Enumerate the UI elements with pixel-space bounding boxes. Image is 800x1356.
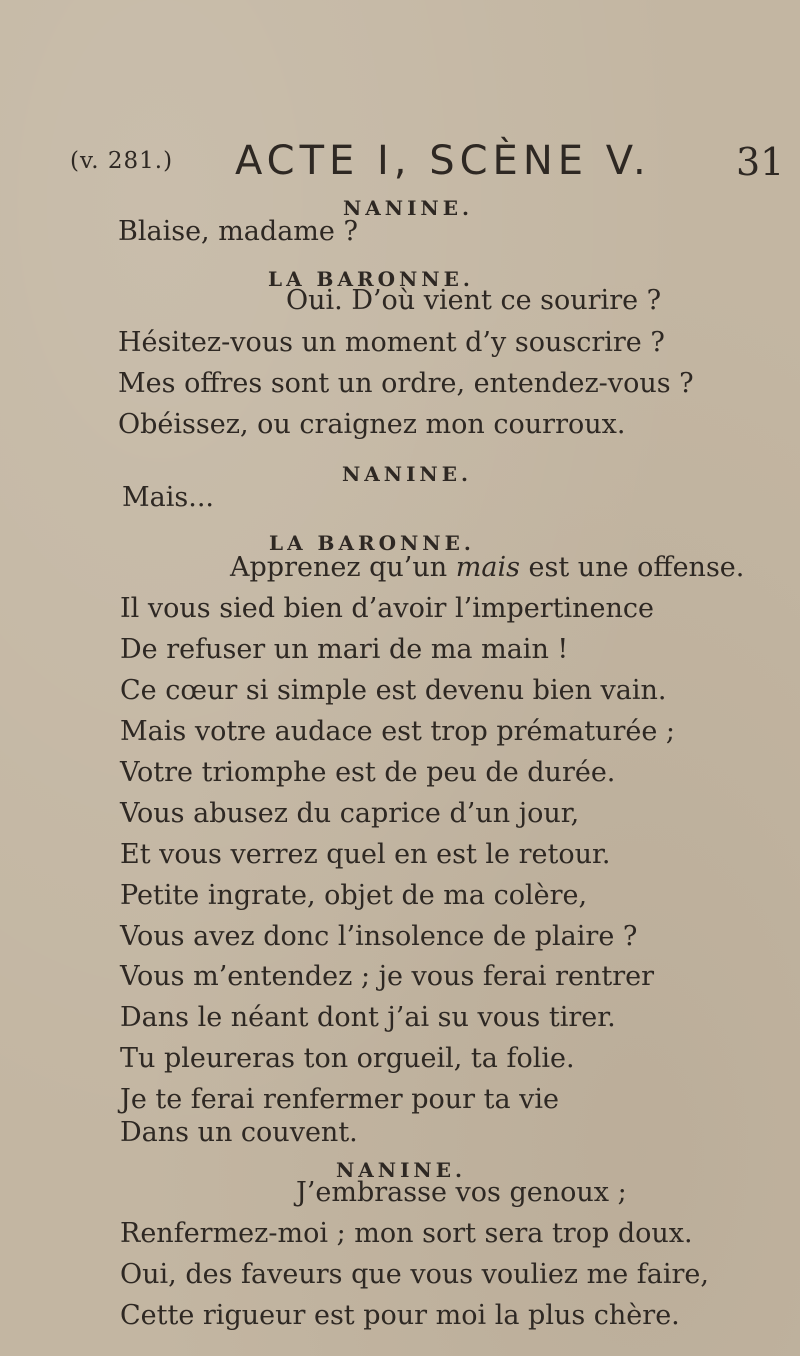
verse-line — [230, 552, 744, 584]
emphasis-mais: mais — [455, 551, 520, 583]
verse-text: Apprenez qu’un — [230, 551, 456, 583]
verse-line: Votre triomphe est de peu de durée. — [120, 756, 616, 788]
act-scene-title: ACTE I, SCÈNE V. — [235, 138, 651, 184]
verse-line: Et vous verrez quel en est le retour. — [120, 838, 611, 870]
verse-line: Oui. D’où vient ce sourire ? — [286, 285, 662, 317]
verse-line: Vous m’entendez ; je vous ferai rentrer — [120, 961, 655, 993]
verse-text: est une offense. — [519, 551, 745, 583]
verse-line: Blaise, madame ? — [118, 216, 358, 248]
verse-line: De refuser un mari de ma main ! — [120, 633, 569, 665]
speaker-la-baronne: LA BARONNE. — [268, 267, 474, 292]
verse-line: Oui, des faveurs que vous vouliez me faire, — [120, 1259, 709, 1291]
verse-line: Vous abusez du caprice d’un jour, — [120, 797, 580, 829]
verse-reference: (v. 281.) — [70, 148, 174, 174]
verse-line: Vous avez donc l’insolence de plaire ? — [120, 920, 638, 952]
verse-line: Il vous sied bien d’avoir l’impertinence — [120, 593, 654, 625]
speaker-nanine: NANINE. — [343, 196, 473, 220]
speaker-la-baronne: LA BARONNE. — [269, 531, 475, 556]
verse-line: Ce cœur si simple est devenu bien vain. — [120, 675, 667, 707]
verse-line: Tu pleureras ton orgueil, ta folie. — [120, 1043, 575, 1075]
verse-line: Petite ingrate, objet de ma colère, — [120, 879, 588, 911]
verse-line: Renfermez-moi ; mon sort sera trop doux. — [120, 1218, 693, 1250]
verse-line: Dans le néant dont j’ai su vous tirer. — [120, 1002, 616, 1034]
verse-line: Mais votre audace est trop prématurée ; — [120, 716, 675, 748]
verse-line: Mais... — [122, 482, 214, 514]
verse-line: Hésitez-vous un moment d’y souscrire ? — [118, 326, 665, 358]
verse-line: Dans un couvent. — [120, 1116, 358, 1148]
page-number: 31 — [736, 140, 785, 184]
verse-line: Cette rigueur est pour moi la plus chère. — [120, 1300, 680, 1331]
speaker-nanine: NANINE. — [336, 1157, 466, 1182]
verse-line: J’embrasse vos genoux ; — [296, 1177, 627, 1209]
verse-line: Mes offres sont un ordre, entendez-vous ? — [118, 367, 694, 399]
verse-line: Obéissez, ou craignez mon courroux. — [118, 408, 626, 440]
verse-line: Je te ferai renfermer pour ta vie — [120, 1084, 560, 1116]
running-head — [0, 138, 800, 188]
speaker-nanine: NANINE. — [342, 461, 472, 486]
